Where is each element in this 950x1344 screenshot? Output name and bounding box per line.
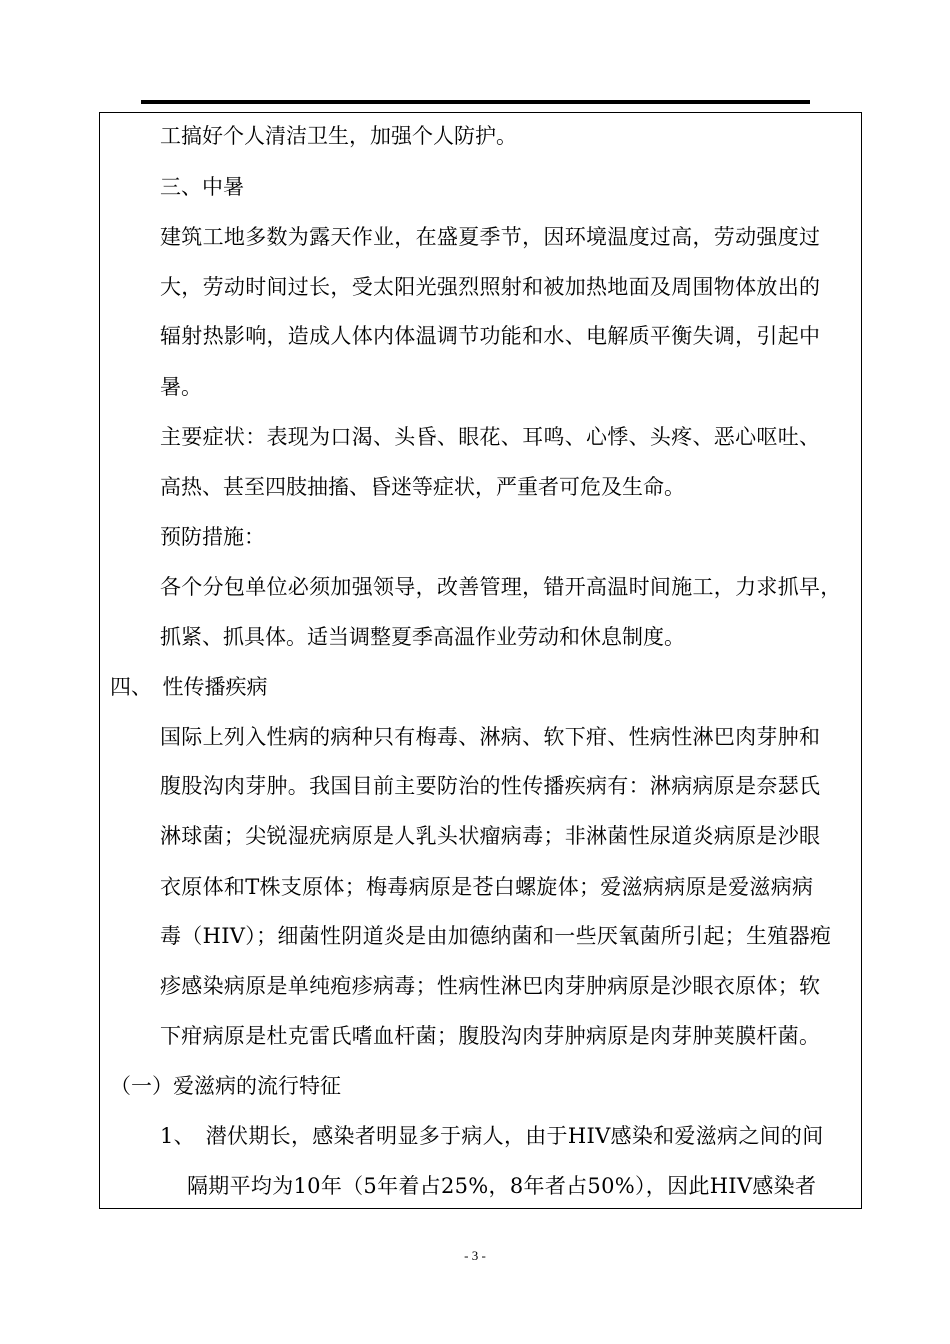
text-line: 淋球菌；尖锐湿疣病原是人乳头状瘤病毒；非淋菌性尿道炎病原是沙眼 <box>160 824 821 848</box>
header-rule <box>141 100 810 104</box>
text-line: 建筑工地多数为露天作业，在盛夏季节，因环境温度过高，劳动强度过 <box>160 225 821 249</box>
text-line: 各个分包单位必须加强领导，改善管理，错开高温时间施工，力求抓早， <box>160 575 842 599</box>
list-item-continuation: 隔期平均为10年（5年着占25%，8年者占50%），因此HIV感染者 <box>187 1174 817 1198</box>
text-line: 毒（HIV）；细菌性阴道炎是由加德纳菌和一些厌氧菌所引起；生殖器疱 <box>160 924 832 948</box>
text-line: 疹感染病原是单纯疱疹病毒；性病性淋巴肉芽肿病原是沙眼衣原体；软 <box>160 974 821 998</box>
text-line: 主要症状：表现为口渴、头昏、眼花、耳鸣、心悸、头疼、恶心呕吐、 <box>160 425 821 449</box>
subsection-heading: （一）爱滋病的流行特征 <box>110 1074 341 1098</box>
text-line: 辐射热影响，造成人体内体温调节功能和水、电解质平衡失调，引起中 <box>160 324 821 348</box>
text-line: 腹股沟肉芽肿。我国目前主要防治的性传播疾病有：淋病病原是奈瑟氏 <box>160 774 821 798</box>
text-line: 国际上列入性病的病种只有梅毒、淋病、软下疳、性病性淋巴肉芽肿和 <box>160 725 821 749</box>
text-line: 暑。 <box>160 375 202 399</box>
text-line: 抓紧、抓具体。适当调整夏季高温作业劳动和休息制度。 <box>160 625 685 649</box>
text-line: 预防措施： <box>160 525 265 549</box>
section-heading: 四、 性传播疾病 <box>110 675 268 699</box>
text-line: 高热、甚至四肢抽搐、昏迷等症状，严重者可危及生命。 <box>160 475 685 499</box>
text-line: 下疳病原是杜克雷氏嗜血杆菌；腹股沟肉芽肿病原是肉芽肿荚膜杆菌。 <box>160 1024 821 1048</box>
page-number: - 3 - <box>464 1248 486 1263</box>
text-line: 衣原体和T株支原体；梅毒病原是苍白螺旋体；爱滋病病原是爱滋病病 <box>160 875 814 899</box>
section-heading: 三、中暑 <box>160 175 244 199</box>
list-item: 1、 潜伏期长，感染者明显多于病人，由于HIV感染和爱滋病之间的间 <box>160 1124 824 1148</box>
text-line: 工搞好个人清洁卫生，加强个人防护。 <box>160 124 517 148</box>
text-line: 大，劳动时间过长，受太阳光强烈照射和被加热地面及周围物体放出的 <box>160 275 821 299</box>
